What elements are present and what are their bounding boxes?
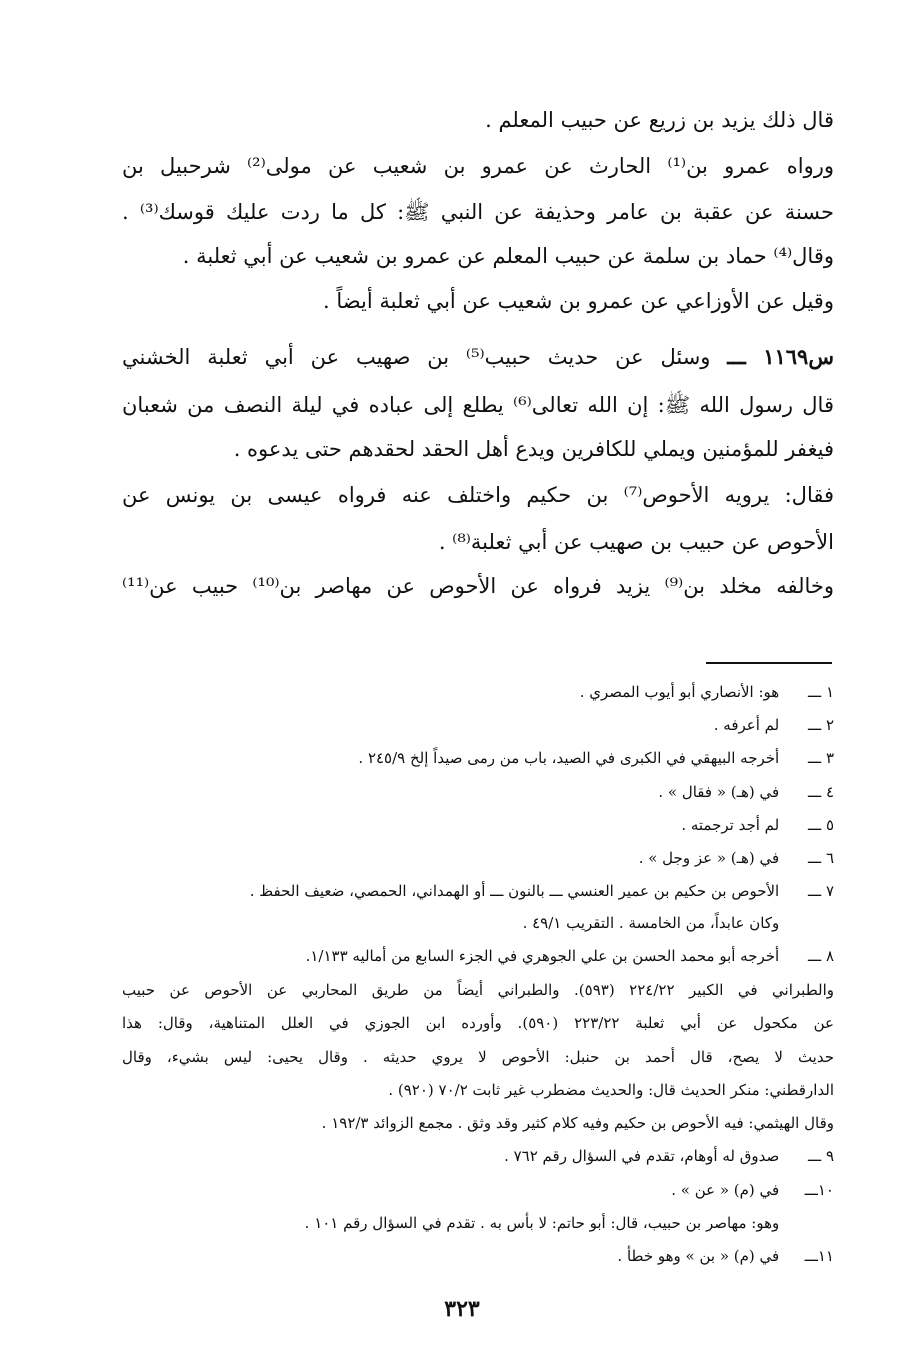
footnote-text: الأحوص بن حكيم بن عمير العنسي ـــ بالنون ـــ أو الهمداني، الحمصي، ضعيف الحفظ . [249, 882, 780, 900]
footnote-8-cont-3: حديث لا يصح، قال أحمد بن حنبل: الأحوص لا يروي حديثه . وقال يحيى: ليس بشيء، وقال [122, 1048, 834, 1066]
footnote-number: ٨ ـــ [807, 947, 834, 965]
footnote-text: وهو: مهاصر بن حبيب، قال: أبو حاتم: لا بأس به . تقدم في السؤال رقم ١٠١ . [304, 1214, 780, 1232]
question-heading-line [122, 344, 834, 369]
footnote-7-cont [122, 914, 834, 932]
footnote-text: في (هـ) « عز وجل » . [638, 849, 780, 867]
footnote-5 [122, 816, 834, 834]
page-number: ٣٢٣ [444, 1296, 480, 1322]
footnote-number: ٢ ـــ [807, 716, 834, 734]
footnote-10 [122, 1181, 834, 1199]
footnote-text: لم أعرفه . [713, 716, 780, 734]
text-line-11: وخالفه مخلد بن⁽⁹⁾ يزيد فرواه عن الأحوص عن مهاصر بن⁽¹⁰⁾ حبيب عن⁽¹¹⁾ [122, 574, 834, 598]
footnote-separator [706, 662, 832, 664]
footnote-7 [122, 882, 834, 900]
text-line-8: فيغفر للمؤمنين ويملي للكافرين ويدع أهل الحقد لحقدهم حتى يدعوه . [233, 437, 834, 461]
text-line-1: قال ذلك يزيد بن زريع عن حبيب المعلم . [485, 108, 834, 132]
footnote-number: ٩ ـــ [807, 1147, 834, 1165]
footnote-6 [122, 849, 834, 867]
footnote-2 [122, 716, 834, 734]
footnote-10-cont [122, 1214, 834, 1232]
footnote-number: ٤ ـــ [807, 783, 834, 801]
text-line-7: قال رسول الله ﷺ: إن الله تعالى⁽⁶⁾ يطلع إلى عباده في ليلة النصف من شعبان [122, 393, 834, 417]
footnote-text: صدوق له أوهام، تقدم في السؤال رقم ٧٦٢ . [504, 1147, 780, 1165]
footnote-number: ٦ ـــ [807, 849, 834, 867]
text-line-10: الأحوص عن حبيب بن صهيب عن أبي ثعلبة⁽⁸⁾ . [438, 530, 834, 554]
footnote-1 [122, 683, 834, 701]
footnote-text: في (هـ) « فقال » . [658, 783, 780, 801]
footnote-3 [122, 749, 834, 767]
text-line-9: فقال: يرويه الأحوص⁽⁷⁾ بن حكيم واختلف عنه فرواه عيسى بن يونس عن [122, 483, 834, 507]
footnote-11 [122, 1247, 834, 1265]
footnote-text: أخرجه أبو محمد الحسن بن علي الجوهري في الجزء السابع من أماليه ١/١٣٣. [305, 947, 780, 965]
footnote-8-cont-5: وقال الهيثمي: فيه الأحوص بن حكيم وفيه كلام كثير وقد وثق . مجمع الزوائد ١٩٢/٣ . [321, 1114, 834, 1132]
footnote-8-cont-4: الدارقطني: منكر الحديث قال: والحديث مضطرب غير ثابت ٧٠/٢ (٩٢٠) . [388, 1081, 834, 1099]
footnote-number: ١٠ـــ [804, 1181, 834, 1199]
footnote-text: في (م) « بن » وهو خطأ . [617, 1247, 780, 1265]
footnote-number: ٣ ـــ [807, 749, 834, 767]
text-line-6: وسئل عن حديث حبيب⁽⁵⁾ بن صهيب عن أبي ثعلبة الخشني [122, 345, 711, 369]
footnote-number: ١١ـــ [804, 1247, 834, 1265]
footnote-number: ٥ ـــ [807, 816, 834, 834]
footnote-4 [122, 783, 834, 801]
footnote-9 [122, 1147, 834, 1165]
footnote-text: وكان عابداً، من الخامسة . التقريب ٤٩/١ . [522, 914, 780, 932]
text-line-3: حسنة عن عقبة بن عامر وحذيفة عن النبي ﷺ: كل ما ردت عليك قوسك⁽³⁾ . [122, 200, 834, 224]
text-line-5: وقيل عن الأوزاعي عن عمرو بن شعيب عن أبي ثعلبة أيضاً . [323, 289, 834, 313]
question-number: س١١٦٩ ـــ [727, 344, 834, 369]
footnote-number: ٧ ـــ [807, 882, 834, 900]
footnote-8-cont-2: عن مكحول عن أبي ثعلبة ٢٢٣/٢٢ (٥٩٠). وأورده ابن الجوزي في العلل المتناهية، وقال: هذا [122, 1014, 834, 1032]
footnote-text: هو: الأنصاري أبو أيوب المصري . [579, 683, 780, 701]
text-line-4: وقال⁽⁴⁾ حماد بن سلمة عن حبيب المعلم عن عمرو بن شعيب عن أبي ثعلبة . [182, 244, 834, 268]
footnote-8-cont-1: والطبراني في الكبير ٢٢٤/٢٢ (٥٩٣). والطبراني أيضاً من طريق المحاربي عن الأحوص عن حبيب [122, 981, 834, 999]
footnote-8 [122, 947, 834, 965]
text-line-2: ورواه عمرو بن⁽¹⁾ الحارث عن عمرو بن شعيب عن مولى⁽²⁾ شرحبيل بن [122, 154, 834, 178]
footnote-text: أخرجه البيهقي في الكبرى في الصيد، باب من رمى صيداً إلخ ٢٤٥/٩ . [358, 749, 780, 767]
footnote-number: ١ ـــ [807, 683, 834, 701]
footnote-text: في (م) « عن » . [671, 1181, 780, 1199]
footnote-text: لم أجد ترجمته . [681, 816, 780, 834]
